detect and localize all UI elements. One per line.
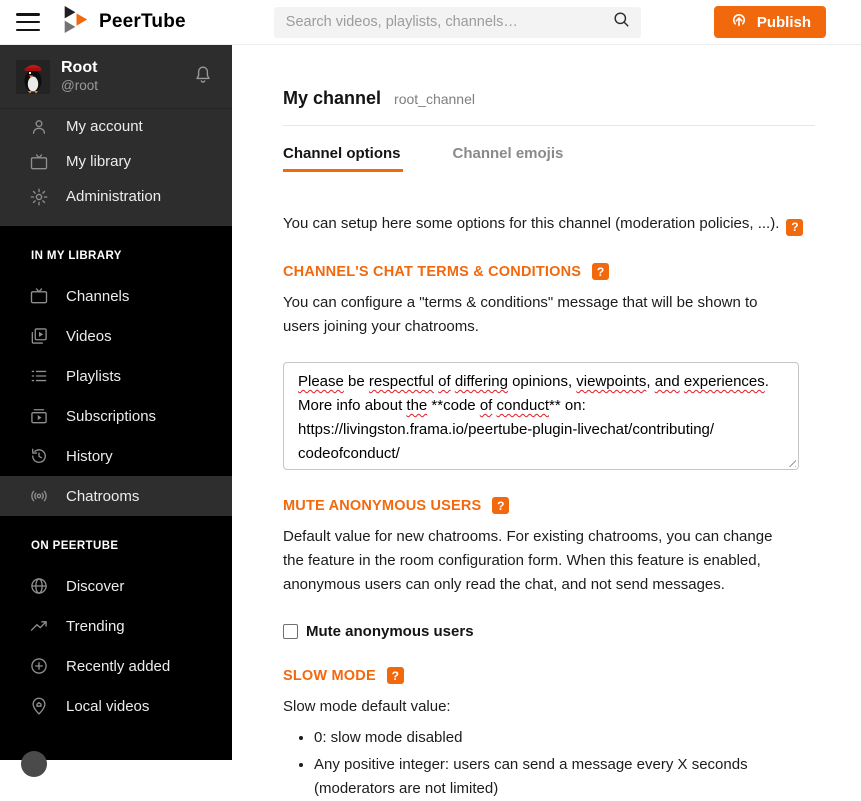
sidebar-item-label: Recently added (66, 657, 171, 675)
tab-channel-emojis[interactable]: Channel emojis (452, 145, 564, 162)
intro-text: You can setup here some options for this channel (moderation policies, ...). (283, 215, 780, 232)
sidebar-item-label: Administration (66, 188, 162, 205)
textarea-text: https://livingston.frama.io/peertube-plugin-livechat/contributing/ (298, 421, 715, 438)
sidebar-item-label: Local videos (66, 697, 150, 715)
page-head (283, 88, 815, 126)
misspelled-word: and (654, 373, 680, 390)
page-title: My channel (283, 88, 382, 108)
plus-circle-icon (29, 656, 49, 676)
textarea-line (298, 418, 784, 442)
textarea-text: , (646, 373, 655, 390)
misspelled-word: the (406, 397, 428, 414)
sidebar-item-trending[interactable] (0, 606, 232, 646)
textarea-text: **code (427, 397, 480, 414)
video-icon (29, 326, 49, 346)
misspelled-word: respectful (368, 373, 434, 390)
sidebar-item-recently-added[interactable] (0, 646, 232, 686)
textarea-text: More info about (298, 397, 407, 414)
textarea-text: opinions, (507, 373, 577, 390)
tab-channel-options[interactable]: Channel options (283, 145, 403, 172)
trending-icon (29, 616, 49, 636)
sidebar-item-subscriptions[interactable] (0, 396, 232, 436)
sidebar-item-discover[interactable] (0, 566, 232, 606)
mute-heading: MUTE ANONYMOUS USERS (283, 497, 482, 514)
textarea-text: ** on: (549, 397, 586, 414)
sidebar (0, 45, 232, 760)
sidebar-item-label: Subscriptions (66, 407, 157, 425)
sidebar-item-label: Trending (66, 617, 125, 635)
user-name: Root (61, 59, 98, 76)
sidebar-item-chatrooms[interactable] (0, 476, 232, 516)
subscriptions-icon (29, 406, 49, 426)
sidebar-item-label: Videos (66, 327, 112, 345)
peertube-logo-icon (64, 6, 89, 38)
notifications-bell-icon[interactable] (186, 63, 220, 90)
help-icon[interactable]: ? (387, 667, 404, 684)
search-icon[interactable] (612, 10, 631, 34)
section-mute (283, 497, 861, 640)
help-icon[interactable]: ? (492, 497, 509, 514)
user-handle: @root (61, 78, 98, 93)
main-content (232, 45, 861, 797)
sidebar-account-menu (0, 109, 232, 214)
mute-checkbox-row (283, 623, 861, 640)
textarea-line (298, 370, 784, 394)
sidebar-item-history[interactable] (0, 436, 232, 476)
brand-name: PeerTube (99, 11, 186, 32)
intro-text-row (283, 212, 861, 236)
publish-button[interactable] (714, 6, 826, 38)
sidebar-section (0, 250, 232, 516)
mute-checkbox-label: Mute anonymous users (306, 623, 474, 640)
misspelled-word: differing (454, 373, 508, 390)
search-input[interactable] (284, 13, 612, 31)
textarea-text: codeofconduct/ (298, 445, 400, 462)
mute-description: Default value for new chatrooms. For existing chatrooms, you can change the feature in the room configuration form. When this feature is enabled, anonymous users can only read the chat, and not send messages. (283, 528, 773, 593)
top-bar (0, 0, 861, 45)
sidebar-section-title: ON PEERTUBE (31, 540, 119, 552)
misspelled-word: of (479, 397, 493, 414)
slow-mode-bullet: • 0: slow mode disabled (314, 726, 792, 750)
textarea-line (298, 442, 784, 466)
misspelled-word: experiences (683, 373, 765, 390)
sidebar-item-label: Discover (66, 577, 125, 595)
misspelled-word: Please (298, 373, 344, 390)
slow-mode-heading: SLOW MODE (283, 667, 376, 684)
sidebar-section-title: IN MY LIBRARY (31, 250, 122, 262)
sidebar-item-my-library[interactable] (0, 144, 232, 179)
help-icon[interactable]: ? (592, 263, 609, 280)
channel-handle: root_channel (394, 91, 475, 107)
playlist-icon (29, 366, 49, 386)
slow-mode-description: Slow mode default value: (283, 698, 451, 715)
publish-label: Publish (756, 13, 811, 31)
sidebar-item-label: Chatrooms (66, 487, 140, 505)
user-avatar[interactable] (16, 60, 50, 94)
section-terms (283, 263, 861, 470)
hamburger-menu-icon[interactable] (16, 13, 40, 31)
tab-bar (283, 145, 861, 172)
sidebar-section (0, 540, 232, 726)
search-box (274, 7, 641, 38)
gear-icon (29, 187, 49, 207)
misspelled-word: of (438, 373, 451, 390)
resize-handle-icon[interactable] (785, 456, 796, 467)
sidebar-item-local-videos[interactable] (0, 686, 232, 726)
peertube-logo[interactable] (64, 6, 186, 38)
terms-heading: CHANNEL'S CHAT TERMS & CONDITIONS (283, 263, 582, 280)
slow-mode-bullets (283, 726, 861, 801)
history-icon (29, 446, 49, 466)
sidebar-item-label: Channels (66, 287, 130, 305)
home-pin-icon (29, 696, 49, 716)
sidebar-item-my-account[interactable] (0, 109, 232, 144)
sidebar-item-label: My library (66, 153, 132, 170)
partial-menu-icon (21, 751, 47, 777)
misspelled-word: conduct (496, 397, 550, 414)
sidebar-item-playlists[interactable] (0, 356, 232, 396)
section-slow-mode (283, 667, 861, 801)
terms-textarea[interactable] (283, 362, 799, 470)
globe-icon (29, 576, 49, 596)
tv-icon (29, 286, 49, 306)
sidebar-item-channels[interactable] (0, 276, 232, 316)
misspelled-word: viewpoints (576, 373, 647, 390)
textarea-line (298, 394, 784, 418)
sidebar-item-videos[interactable] (0, 316, 232, 356)
sidebar-sections (0, 250, 232, 726)
tv-icon (29, 152, 49, 172)
sidebar-item-label: History (66, 447, 113, 465)
terms-description: You can configure a "terms & conditions" message that will be shown to users joining your chatrooms. (283, 294, 758, 335)
user-icon (29, 117, 49, 137)
upload-icon (729, 10, 749, 34)
mute-anonymous-checkbox[interactable] (283, 624, 298, 639)
sidebar-item-label: My account (66, 118, 143, 135)
broadcast-icon (29, 486, 49, 506)
slow-mode-bullet: • Any positive integer: users can send a message every X seconds (moderators are not limited) (314, 753, 792, 801)
textarea-text: be (343, 373, 369, 390)
sidebar-item-label: Playlists (66, 367, 122, 385)
help-icon[interactable]: ? (786, 219, 803, 236)
sidebar-user-block (0, 45, 232, 226)
sidebar-item-administration[interactable] (0, 179, 232, 214)
textarea-text: . (764, 373, 769, 390)
